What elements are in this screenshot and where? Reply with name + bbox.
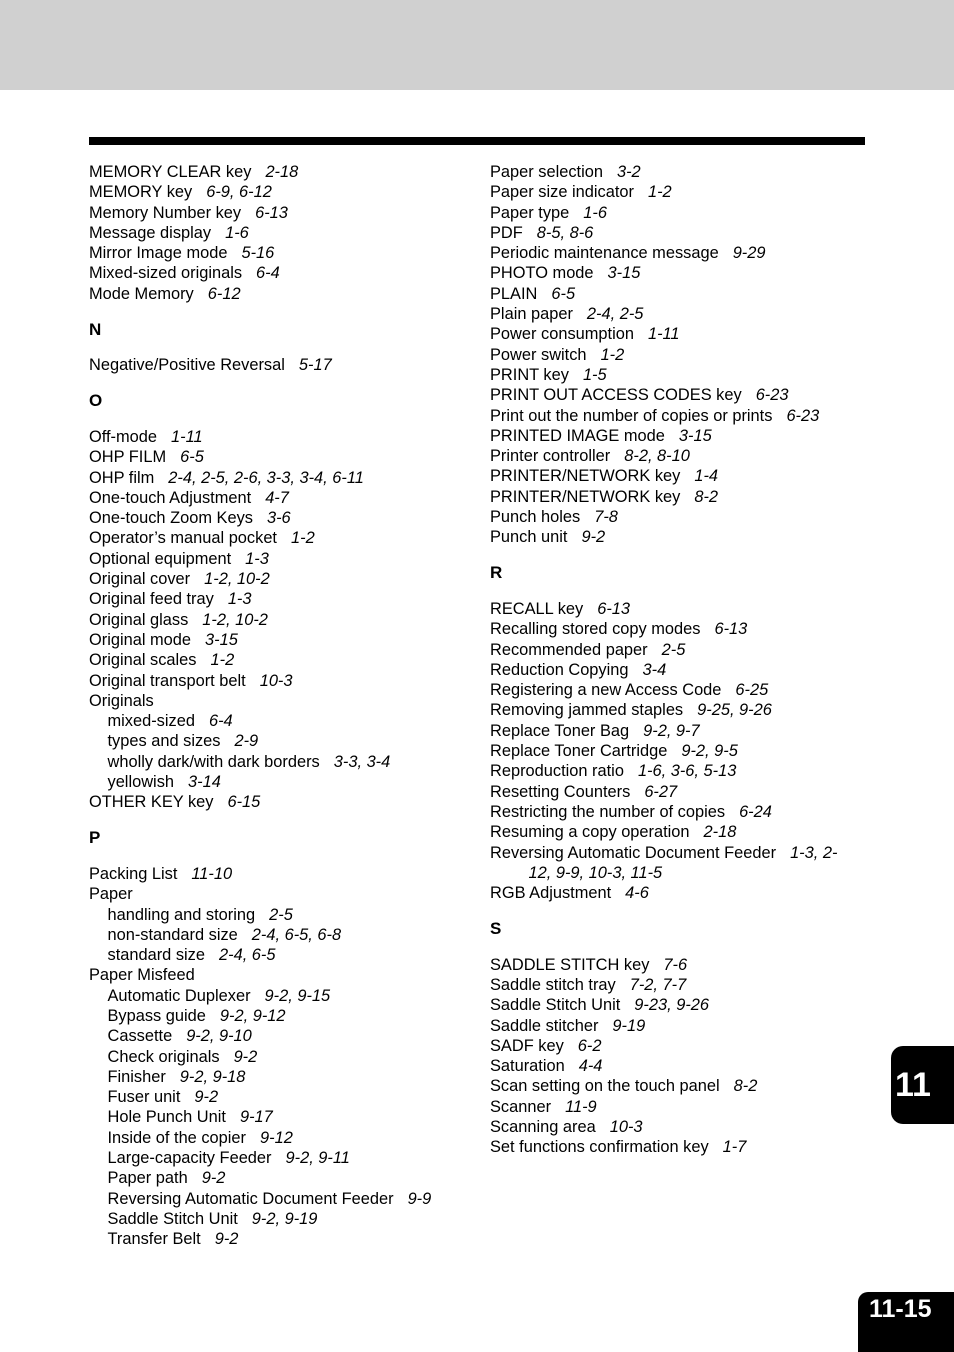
index-section-letter: N [89,319,102,339]
index-subentry [89,1148,469,1168]
index-subentry [89,772,469,792]
index-term: Message display [89,223,212,242]
header-band [0,0,954,90]
index-entry [89,965,469,985]
index-page-refs: 6-2 [577,1036,602,1055]
index-section-letter: R [490,563,503,583]
index-entry [89,223,469,243]
index-term: Reduction Copying [490,660,629,679]
index-page-refs: 6-15 [227,793,261,812]
index-term: Saddle Stitch Unit [107,1209,238,1228]
index-page-refs: 9-2, 9-18 [179,1067,246,1086]
index-term: Original glass [89,610,189,629]
index-page-refs: 2-18 [703,823,737,842]
index-term: Paper Misfeed [89,966,195,985]
index-entry [89,610,469,630]
index-page-refs: 6-12 [207,284,241,303]
index-term: RGB Adjustment [490,884,612,903]
index-column-left [89,162,469,1250]
index-term: Fuser unit [107,1088,181,1107]
index-entry [490,324,862,344]
index-page-refs: 6-4 [208,712,233,731]
index-subentry [89,1209,469,1229]
index-entry [490,1117,862,1137]
index-term: RECALL key [490,599,584,618]
index-term: PRINT OUT ACCESS CODES key [490,386,742,405]
index-page-refs: 9-2 [194,1088,219,1107]
index-entry [490,700,862,720]
index-entry [490,466,862,486]
index-term: PDF [490,223,523,242]
index-page-refs: 6-24 [739,802,772,821]
index-page-refs: 9-2 [581,528,606,547]
index-term: Original cover [89,570,191,589]
index-page-refs: 1-2 [210,651,235,670]
index-entry [89,162,469,182]
index-entry [490,406,862,426]
index-entry [89,549,469,569]
index-entry [490,203,862,223]
index-entry [490,304,862,324]
index-column-right [490,162,862,1158]
header-rule [89,137,865,145]
index-page-refs: 3-4 [642,660,667,679]
index-entry [490,263,862,283]
index-page-refs: 9-2, 9-10 [186,1027,252,1046]
index-entry [89,589,469,609]
index-entry [490,822,862,842]
index-page-refs: 3-14 [188,773,221,792]
index-term: mixed-sized [107,712,195,731]
index-page-refs: 1-6, 3-6, 5-13 [637,762,737,781]
index-term: OHP film [89,468,155,487]
index-term: Bypass guide [107,1006,206,1025]
index-subentry [89,1189,469,1209]
index-term: yellowish [107,773,174,792]
index-term: SADDLE STITCH key [490,955,650,974]
index-page-refs: 4-4 [578,1057,603,1076]
index-entry [490,863,862,883]
index-term: PLAIN [490,284,538,303]
index-entry [490,527,862,547]
index-entry [89,864,469,884]
index-term: Punch unit [490,528,568,547]
index-entry [490,802,862,822]
index-term: standard size [107,946,205,965]
index-page-refs: 1-5 [582,365,607,384]
index-term: Periodic maintenance message [490,244,719,263]
index-page-refs: 9-17 [239,1108,273,1127]
index-term: Paper path [107,1169,188,1188]
index-term: Inside of the copier [107,1128,246,1147]
index-term: Optional equipment [89,549,232,568]
index-entry [490,761,862,781]
index-subentry [89,731,469,751]
index-entry [490,243,862,263]
index-term: Punch holes [490,508,581,527]
index-term: PRINT key [490,365,569,384]
index-entry [490,660,862,680]
index-entry [89,203,469,223]
index-entry [490,426,862,446]
index-entry [89,263,469,283]
index-term: Registering a new Access Code [490,681,722,700]
index-entry [490,975,862,995]
index-term: PRINTED IMAGE mode [490,426,665,445]
index-term: Reversing Automatic Document Feeder [107,1189,394,1208]
index-term: Hole Punch Unit [107,1108,226,1127]
index-term: One-touch Zoom Keys [89,509,253,528]
index-page-refs: 9-12 [260,1128,293,1147]
index-page-refs: 1-3 [245,549,269,568]
index-term: Plain paper [490,305,573,324]
index-subentry [89,752,469,772]
index-page-refs: 3-15 [205,630,238,649]
index-subentry [89,1229,469,1249]
index-page-refs: 2-5 [269,905,293,924]
index-page-refs: 9-9 [407,1189,432,1208]
index-page-refs: 5-17 [298,356,332,375]
index-page-refs: 2-4, 2-5 [586,305,644,324]
index-page-refs: 8-2 [694,487,719,506]
index-entry [490,1036,862,1056]
index-term: Saddle Stitch Unit [490,996,621,1015]
index-entry [89,569,469,589]
index-entry [89,528,469,548]
index-subentry [89,1026,469,1046]
index-page-refs: 2-4, 2-5, 2-6, 3-3, 3-4, 6-11 [168,468,364,487]
index-term: MEMORY key [89,183,193,202]
index-entry [89,691,469,711]
index-term: Reversing Automatic Document Feeder [490,843,777,862]
index-term: Replace Toner Bag [490,721,630,740]
index-page-refs: 10-3 [609,1118,643,1137]
index-entry [490,385,862,405]
index-page-refs: 12, 9-9, 10-3, 11-5 [528,863,663,882]
index-entry [490,507,862,527]
index-page-refs: 8-2, 8-10 [624,447,690,466]
index-term: Recalling stored copy modes [490,620,701,639]
index-entry [490,955,862,975]
index-entry [490,223,862,243]
index-page-refs: 1-11 [647,325,680,344]
index-page-refs: 11-10 [191,864,233,883]
index-entry [490,162,862,182]
index-term: One-touch Adjustment [89,488,252,507]
index-entry [490,721,862,741]
index-entry [490,619,862,639]
index-entry [490,365,862,385]
index-page-refs: 1-2, 10-2 [202,610,268,629]
index-term: Paper selection [490,163,603,181]
index-entry [89,182,469,202]
index-page-refs: 6-5 [551,284,576,303]
index-page-refs: 1-6 [225,223,249,242]
index-term: Memory Number key [89,203,242,222]
index-subentry [89,1067,469,1087]
index-page-refs: 6-13 [714,620,748,639]
index-page-refs: 6-27 [644,782,678,801]
index-page-refs: 6-25 [735,681,769,700]
index-page-refs: 6-5 [180,448,204,467]
index-page-refs: 1-2 [647,183,672,202]
index-term: non-standard size [107,925,238,944]
index-subentry [89,986,469,1006]
index-term: Off-mode [89,427,158,446]
index-subentry [89,1047,469,1067]
index-entry [490,182,862,202]
index-page-refs: 11-9 [565,1097,597,1116]
index-term: Resuming a copy operation [490,823,690,842]
index-term: SADF key [490,1036,564,1055]
index-page-refs: 9-2, 9-19 [251,1209,318,1228]
index-term: Power switch [490,345,587,364]
index-page-refs: 3-3, 3-4 [333,752,391,771]
index-term: Power consumption [490,325,634,344]
index-page-refs: 6-23 [755,386,789,405]
index-subentry [89,711,469,731]
index-entry [490,599,862,619]
index-page-refs: 1-3 [227,590,252,609]
index-page-refs: 4-7 [265,488,289,507]
index-subentry [89,1087,469,1107]
index-term: Original scales [89,651,197,670]
index-term: PRINTER/NETWORK key [490,487,681,506]
index-term: Paper type [490,203,570,222]
index-entry [89,243,469,263]
index-term: Originals [89,691,154,710]
index-term: Scanning area [490,1118,596,1137]
index-page-refs: 3-2 [616,163,641,181]
index-term: Operator’s manual pocket [89,529,277,548]
index-term: PHOTO mode [490,264,594,283]
index-entry [490,843,862,863]
index-section-letter: O [89,391,103,411]
index-term: Removing jammed staples [490,701,684,720]
index-term: wholly dark/with dark borders [107,752,320,771]
index-entry [490,680,862,700]
index-term: PRINTER/NETWORK key [490,467,681,486]
index-term: Reproduction ratio [490,762,624,781]
index-term: Automatic Duplexer [107,986,251,1005]
index-subentry [89,925,469,945]
index-page-refs: 9-2, 9-11 [285,1149,350,1168]
index-page-refs: 8-5, 8-6 [536,223,594,242]
index-page-refs: 9-2 [214,1230,239,1249]
index-page-refs: 6-13 [255,203,288,222]
index-page-refs: 9-2, 9-15 [264,986,331,1005]
index-subentry [89,1006,469,1026]
index-page-refs: 9-25, 9-26 [697,701,772,720]
index-page-refs: 9-2 [233,1047,258,1066]
index-term: Restricting the number of copies [490,802,726,821]
index-term: Paper [89,885,133,904]
index-subentry [89,1107,469,1127]
index-entry [89,488,469,508]
index-entry [89,468,469,488]
index-page-refs: 6-4 [256,264,280,283]
index-subentry [89,1128,469,1148]
index-entry [490,1076,862,1096]
index-term: Original feed tray [89,590,214,609]
index-term: Set functions confirmation key [490,1138,709,1157]
index-page-refs: 6-13 [597,599,631,618]
index-page-refs: 9-29 [732,244,766,263]
index-page-refs: 9-2, 9-12 [219,1006,286,1025]
index-page-refs: 1-11 [171,427,203,446]
index-term: Mirror Image mode [89,244,228,263]
index-term: Printer controller [490,447,611,466]
index-term: Packing List [89,864,178,883]
index-section-letter: P [89,828,101,848]
index-term: Large-capacity Feeder [107,1149,272,1168]
index-entry [490,883,862,903]
index-entry [89,792,469,812]
index-page-refs: 5-16 [241,244,275,263]
index-entry [89,630,469,650]
index-entry [89,284,469,304]
index-term: Saddle stitcher [490,1016,599,1035]
index-term: Finisher [107,1067,166,1086]
index-page-refs: 7-2, 7-7 [629,975,687,994]
index-term: Recommended paper [490,640,648,659]
index-term: Print out the number of copies or prints [490,406,773,425]
index-page-refs: 6-23 [786,406,820,425]
index-entry [490,284,862,304]
index-term: Resetting Counters [490,782,631,801]
index-entry [490,995,862,1015]
index-entry [490,782,862,802]
index-entry [490,487,862,507]
index-subentry [89,905,469,925]
index-page-refs: 3-6 [266,509,291,528]
index-page-refs: 7-6 [663,955,688,974]
index-page-refs: 8-2 [733,1077,758,1096]
index-term: Saddle stitch tray [490,975,616,994]
index-term: Scan setting on the touch panel [490,1077,720,1096]
index-page-refs: 7-8 [594,508,618,527]
index-entry [490,446,862,466]
index-term: Scanner [490,1097,552,1116]
index-page-refs: 1-2 [600,345,625,364]
index-entry [89,650,469,670]
index-section-letter: S [490,918,502,938]
index-entry [490,1137,862,1157]
index-term: types and sizes [107,732,221,751]
index-term: Transfer Belt [107,1230,201,1249]
index-page-refs: 3-15 [678,426,712,445]
index-subentry [89,1168,469,1188]
index-page-refs: 10-3 [259,671,293,690]
index-page-refs: 2-18 [265,163,299,181]
index-entry [490,1056,862,1076]
chapter-tab: 11 [891,1046,954,1124]
index-page-refs: 1-7 [722,1138,747,1157]
index-page-refs: 3-15 [607,264,641,283]
index-page-refs: 9-2, 9-5 [681,742,738,761]
index-page-refs: 1-4 [694,467,719,486]
index-term: Original mode [89,630,192,649]
index-term: Original transport belt [89,671,246,690]
index-entry [490,640,862,660]
index-term: Cassette [107,1027,173,1046]
index-page-refs: 1-2, 10-2 [204,570,270,589]
index-term: Saturation [490,1057,565,1076]
index-page-refs: 9-23, 9-26 [634,996,710,1015]
index-term: Negative/Positive Reversal [89,356,285,375]
index-entry [89,508,469,528]
index-page-refs: 1-2 [291,529,315,548]
index-term: Paper size indicator [490,183,634,202]
index-term: OTHER KEY key [89,793,214,812]
index-entry [490,1016,862,1036]
index-entry [490,741,862,761]
index-entry [89,671,469,691]
index-page-refs: 2-9 [234,732,259,751]
index-page-refs: 2-4, 6-5 [219,946,276,965]
page-number: 11-15 [858,1292,954,1352]
index-term: Mixed-sized originals [89,264,243,283]
index-subentry [89,945,469,965]
index-page-refs: 9-19 [612,1016,646,1035]
index-entry [490,1097,862,1117]
index-page-refs: 6-9, 6-12 [206,183,272,202]
index-term: Mode Memory [89,284,194,303]
index-term: handling and storing [107,905,256,924]
index-page-refs: 4-6 [625,884,649,903]
index-entry [89,447,469,467]
index-entry [490,345,862,365]
index-term: Check originals [107,1047,220,1066]
index-page-refs: 2-4, 6-5, 6-8 [251,925,342,944]
index-page-refs: 1-6 [583,203,607,222]
index-term: Replace Toner Cartridge [490,742,668,761]
index-page-refs: 9-2 [201,1169,226,1188]
index-term: MEMORY CLEAR key [89,163,252,181]
index-entry [89,355,469,375]
index-term: OHP FILM [89,448,167,467]
index-page-refs: 2-5 [661,640,686,659]
index-entry [89,884,469,904]
index-entry [89,427,469,447]
index-page-refs: 9-2, 9-7 [643,721,700,740]
index-page-refs: 1-3, 2- [790,843,838,862]
